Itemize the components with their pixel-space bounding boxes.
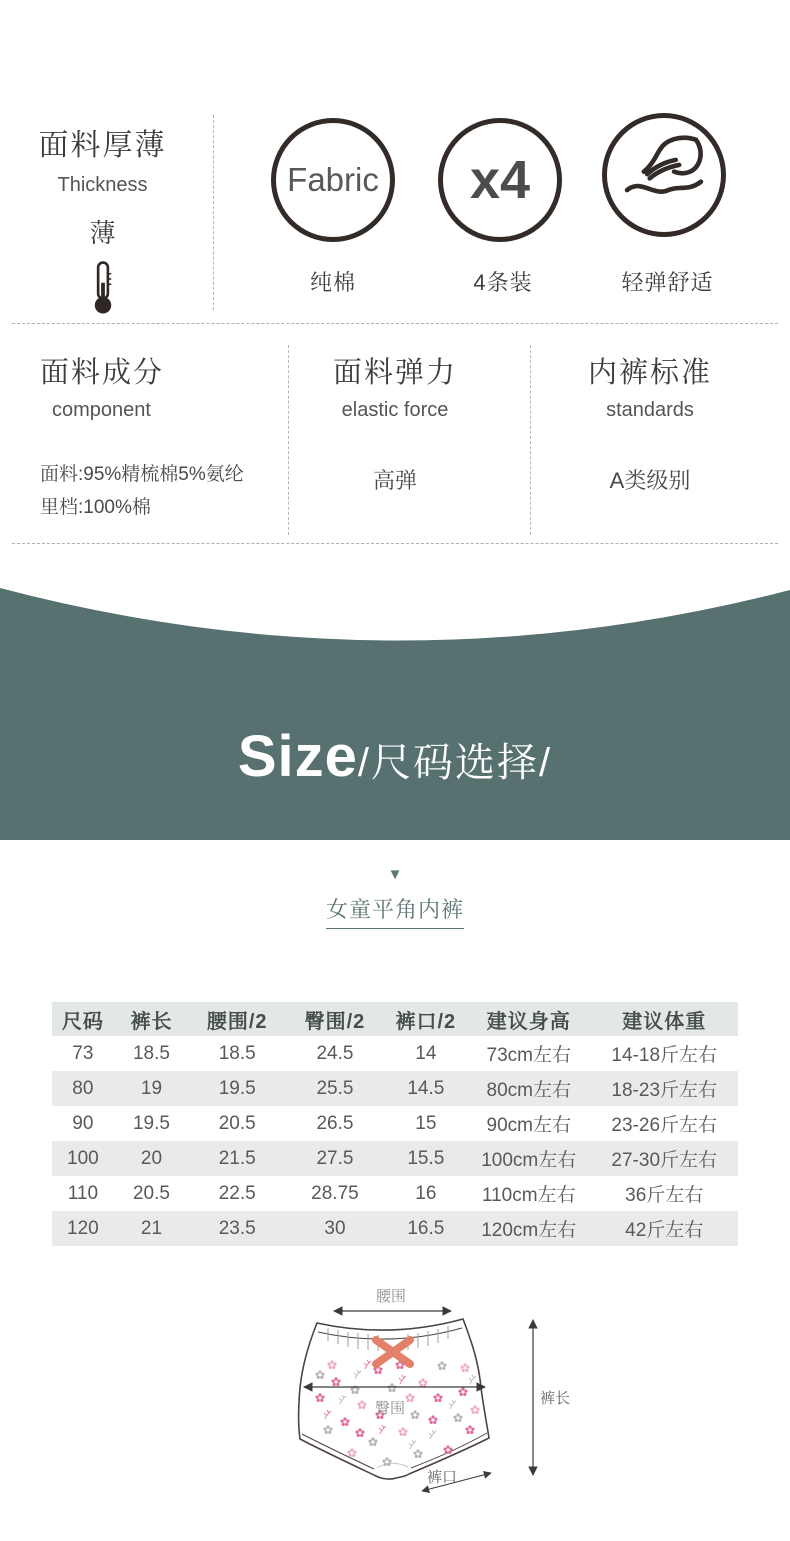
table-cell: 16 [415,1182,437,1204]
table-cell: 20.5 [218,1112,256,1134]
size-table [52,1002,738,1246]
spec-title: 面料成分 [40,357,165,389]
table-cell: 100cm左右 [467,1141,590,1176]
table-header-cell: 腰围/2 [189,1002,285,1036]
spec-line: 面料:95%精梳棉5%氨纶 [40,464,244,485]
table-header-cell: 建议身高 [467,1002,590,1036]
table-cell: 22.5 [218,1182,256,1204]
hip-label: 臀围 [374,1400,406,1417]
table-cell: 23-26斤左右 [611,1115,718,1136]
vertical-divider [288,345,289,535]
thickness-subtitle: Thickness [57,174,148,196]
spec-column-component [40,350,285,524]
size-banner [0,560,790,840]
table-cell: 14 [415,1042,437,1064]
spec-subtitle: elastic force [341,399,449,421]
table-cell: 18.5 [218,1042,256,1064]
table-cell: 20.5 [132,1182,170,1204]
table-header-row [52,1002,738,1036]
table-header-cell: 尺码 [52,1002,114,1036]
product-name: 女童平角内裤 [326,893,464,929]
x4-circle-label: 4条装 [473,270,533,295]
table-cell: 16.5 [385,1211,467,1246]
table-cell: 73cm左右 [486,1045,571,1066]
table-row [52,1176,738,1211]
spec-title: 内裤标准 [587,357,712,389]
table-cell: 110 [67,1182,99,1204]
table-cell: 80cm左右 [467,1071,590,1106]
table-header-cell: 裤长 [114,1002,189,1036]
spec-line: 高弹 [372,468,417,493]
x4-circle-text: x4 [469,150,531,210]
table-cell: 19 [114,1071,189,1106]
underwear-measurement-diagram [260,1270,590,1520]
table-cell: 42斤左右 [590,1211,738,1246]
table-cell: 15 [415,1112,437,1134]
fabric-circle-icon [271,118,395,242]
table-cell: 21 [114,1211,189,1246]
table-cell: 90cm左右 [486,1115,571,1136]
thickness-value: 薄 [89,218,116,248]
thickness-block [30,120,175,321]
waist-label: 腰围 [375,1288,407,1305]
table-cell: 110cm左右 [481,1185,576,1206]
horizontal-divider [12,323,778,324]
spec-column-elastic [295,350,495,497]
hand-fabric-circle [602,113,726,237]
banner-curve [0,560,790,645]
size-banner-title-en: Size [237,724,358,789]
table-cell: 14-18斤左右 [611,1045,718,1066]
horizontal-divider [12,543,778,544]
vertical-divider [530,345,531,535]
table-cell: 100 [52,1141,114,1176]
table-cell: 73 [72,1042,94,1064]
spec-subtitle: standards [606,399,694,421]
fabric-circle-label: 纯棉 [309,270,356,295]
table-cell: 18.5 [132,1042,170,1064]
spec-column-standards [550,350,750,497]
table-row [52,1071,738,1106]
size-banner-title [0,723,790,790]
fabric-circle-text: Fabric [287,161,379,198]
table-cell: 90 [72,1112,94,1134]
spec-line: 里档:100%棉 [40,497,151,518]
table-cell: 80 [52,1071,114,1106]
table-cell: 18-23斤左右 [590,1071,738,1106]
leg-opening-label: 裤口 [426,1469,458,1486]
table-cell: 24.5 [316,1042,354,1064]
table-cell: 20 [114,1141,189,1176]
table-header-cell: 建议体重 [590,1002,738,1036]
spec-subtitle: component [52,399,151,421]
table-header-cell: 臀围/2 [285,1002,384,1036]
length-label: 裤长 [539,1390,571,1407]
table-row [52,1141,738,1176]
table-cell: 36斤左右 [625,1185,704,1206]
table-cell: 19.5 [189,1071,285,1106]
thermometer-icon [88,260,118,316]
table-cell: 27-30斤左右 [590,1141,738,1176]
table-cell: 28.75 [311,1182,359,1204]
table-row [52,1036,738,1071]
spec-line: A类级别 [609,468,691,493]
down-arrow-icon: ▼ [387,866,403,883]
table-header-cell: 裤口/2 [385,1002,467,1036]
table-cell: 30 [285,1211,384,1246]
table-row [52,1211,738,1246]
spec-title: 面料弹力 [332,357,457,389]
size-banner-title-zh: /尺码选择/ [357,741,553,785]
table-cell: 25.5 [285,1071,384,1106]
thickness-title: 面料厚薄 [38,129,167,162]
table-cell: 19.5 [132,1112,170,1134]
table-cell: 15.5 [385,1141,467,1176]
table-cell: 120cm左右 [467,1211,590,1246]
table-row [52,1106,738,1141]
table-cell: 21.5 [189,1141,285,1176]
vertical-divider [213,115,214,310]
product-name-row [0,893,790,929]
x4-circle-icon [438,118,562,242]
hand-circle-label: 轻弹舒适 [621,270,714,295]
table-cell: 14.5 [385,1071,467,1106]
table-cell: 23.5 [189,1211,285,1246]
table-cell: 26.5 [316,1112,354,1134]
table-cell: 120 [52,1211,114,1246]
hand-fabric-icon [622,133,706,217]
table-cell: 27.5 [285,1141,384,1176]
